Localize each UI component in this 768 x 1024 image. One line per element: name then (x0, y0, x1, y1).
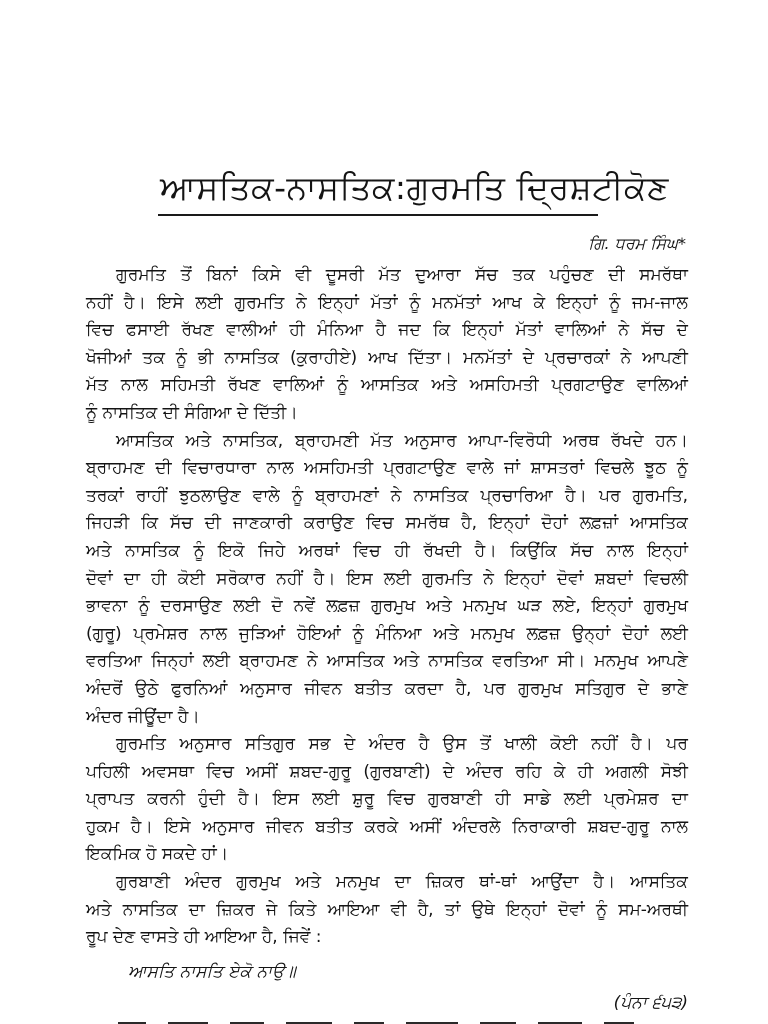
text-line: ਮੱਤ ਨਾਲ ਸਹਿਮਤੀ ਰੱਖਣ ਵਾਲਿਆਂ ਨੂੰ ਆਸਤਿਕ ਅਤੇ ਅਸਹਿਮਤੀ ਪ੍ਰਗਟਾਉਣ ਵਾਲਿਆਂ (86, 375, 688, 396)
text-line: ਬ੍ਰਾਹਮਣ ਦੀ ਵਿਚਾਰਧਾਰਾ ਨਾਲ ਅਸਹਿਮਤੀ ਪ੍ਰਗਟਾਉਣ ਵਾਲੇ ਜਾਂ ਸ਼ਾਸਤਰਾਂ ਵਿਚਲੇ ਝੂਠ ਨੂੰ (86, 458, 688, 479)
text-line: ਗੁਰਮਤਿ ਅਨੁਸਾਰ ਸਤਿਗੁਰ ਸਭ ਦੇ ਅੰਦਰ ਹੈ ਉਸ ਤੋਂ ਖਾਲੀ ਕੋਈ ਨਹੀਂ ਹੈ। ਪਰ (116, 734, 688, 755)
scripture-quote: ਆਸਤਿ ਨਾਸਤਿ ਏਕੋ ਨਾਉ॥ (128, 962, 296, 982)
text-line: ਦੋਵਾਂ ਦਾ ਹੀ ਕੋਈ ਸਰੋਕਾਰ ਨਹੀਂ ਹੈ। ਇਸ ਲਈ ਗੁਰਮਤਿ ਨੇ ਇਨ੍ਹਾਂ ਦੋਵਾਂ ਸ਼ਬਦਾਂ ਵਿਚਲੀ (86, 568, 688, 589)
text-line: ਅਤੇ ਨਾਸਤਿਕ ਦਾ ਜ਼ਿਕਰ ਜੇ ਕਿਤੇ ਆਇਆ ਵੀ ਹੈ, ਤਾਂ ਉਥੇ ਇਨ੍ਹਾਂ ਦੋਵਾਂ ਨੂੰ ਸਮ-ਅਰਥੀ (86, 899, 688, 920)
text-line: ਜਿਹੜੀ ਕਿ ਸੱਚ ਦੀ ਜਾਣਕਾਰੀ ਕਰਾਉਣ ਵਿਚ ਸਮਰੱਥ ਹੈ, ਇਨ੍ਹਾਂ ਦੋਹਾਂ ਲਫ਼ਜ਼ਾਂ ਆਸਤਿਕ (86, 513, 688, 534)
text-line: ਆਸਤਿਕ ਅਤੇ ਨਾਸਤਿਕ, ਬ੍ਰਾਹਮਣੀ ਮੱਤ ਅਨੁਸਾਰ ਆਪਾ-ਵਿਰੋਧੀ ਅਰਥ ਰੱਖਦੇ ਹਨ। (116, 430, 688, 451)
cut-off-text-line (118, 1016, 678, 1024)
text-line: ਵਿਚ ਫਸਾਈ ਰੱਖਣ ਵਾਲੀਆਂ ਹੀ ਮੰਨਿਆ ਹੈ ਜਦ ਕਿ ਇਨ੍ਹਾਂ ਮੱਤਾਂ ਵਾਲਿਆਂ ਨੇ ਸੱਚ ਦੇ (86, 320, 688, 341)
text-line: ਅੰਦਰੋਂ ਉਠੇ ਫੁਰਨਿਆਂ ਅਨੁਸਾਰ ਜੀਵਨ ਬਤੀਤ ਕਰਦਾ ਹੈ, ਪਰ ਗੁਰਮੁਖ ਸਤਿਗੁਰ ਦੇ ਭਾਣੇ (86, 678, 688, 699)
text-line: ਖੋਜੀਆਂ ਤਕ ਨੂੰ ਭੀ ਨਾਸਤਿਕ (ਕੁਰਾਹੀਏ) ਆਖ ਦਿੱਤਾ। ਮਨਮੱਤਾਂ ਦੇ ਪ੍ਰਚਾਰਕਾਂ ਨੇ ਆਪਣੀ (86, 347, 688, 368)
article-body (86, 262, 688, 952)
text-line: ਰੂਪ ਦੇਣ ਵਾਸਤੇ ਹੀ ਆਇਆ ਹੈ, ਜਿਵੇਂ : (86, 927, 322, 948)
text-line: ਗੁਰਮਤਿ ਤੋਂ ਬਿਨਾਂ ਕਿਸੇ ਵੀ ਦੂਸਰੀ ਮੱਤ ਦੁਆਰਾ ਸੱਚ ਤਕ ਪਹੁੰਚਣ ਦੀ ਸਮਰੱਥਾ (116, 265, 688, 285)
author-byline: ਗਿ. ਧਰਮ ਸਿੰਘ* (588, 234, 686, 253)
text-line: ਭਾਵਨਾ ਨੂੰ ਦਰਸਾਉਣ ਲਈ ਦੋ ਨਵੇਂ ਲਫ਼ਜ਼ ਗੁਰਮੁਖ ਅਤੇ ਮਨਮੁਖ ਘੜ ਲਏ, ਇਨ੍ਹਾਂ ਗੁਰਮੁਖ (86, 596, 688, 617)
text-line: ਅੰਦਰ ਜੀਊਂਦਾ ਹੈ। (86, 706, 200, 727)
text-line: ਹੁਕਮ ਹੈ। ਇਸੇ ਅਨੁਸਾਰ ਜੀਵਨ ਬਤੀਤ ਕਰਕੇ ਅਸੀਂ ਅੰਦਰਲੇ ਨਿਰਾਕਾਰੀ ਸ਼ਬਦ-ਗੁਰੂ ਨਾਲ (86, 816, 688, 837)
page-reference: (ਪੰਨਾ ੬੫੩) (613, 993, 688, 1013)
text-line: ਪਹਿਲੀ ਅਵਸਥਾ ਵਿਚ ਅਸੀਂ ਸ਼ਬਦ-ਗੁਰੂ (ਗੁਰਬਾਣੀ) ਦੇ ਅੰਦਰ ਰਹਿ ਕੇ ਹੀ ਅਗਲੀ ਸੋਝੀ (86, 761, 688, 782)
text-line: ਗੁਰਬਾਣੀ ਅੰਦਰ ਗੁਰਮੁਖ ਅਤੇ ਮਨਮੁਖ ਦਾ ਜ਼ਿਕਰ ਥਾਂ-ਥਾਂ ਆਉਂਦਾ ਹੈ। ਆਸਤਿਕ (116, 872, 688, 893)
text-line: ਨਹੀਂ ਹੈ। ਇਸੇ ਲਈ ਗੁਰਮਤਿ ਨੇ ਇਨ੍ਹਾਂ ਮੱਤਾਂ ਨੂੰ ਮਨਮੱਤਾਂ ਆਖ ਕੇ ਇਨ੍ਹਾਂ ਨੂੰ ਜਮ-ਜਾਲ (86, 292, 688, 313)
text-line: ਇਕਮਿਕ ਹੋ ਸਕਦੇ ਹਾਂ। (86, 844, 229, 865)
page-title: ਆਸਤਿਕ-ਨਾਸਤਿਕ:ਗੁਰਮਤਿ ਦ੍ਰਿਸ਼ਟੀਕੋਣ (160, 168, 669, 207)
title-underline (158, 214, 598, 216)
text-line: ਵਰਤਿਆ ਜਿਨ੍ਹਾਂ ਲਈ ਬ੍ਰਾਹਮਣ ਨੇ ਆਸਤਿਕ ਅਤੇ ਨਾਸਤਿਕ ਵਰਤਿਆ ਸੀ। ਮਨਮੁਖ ਆਪਣੇ (86, 651, 688, 672)
text-line: ਨੂੰ ਨਾਸਤਿਕ ਦੀ ਸੰਗਿਆ ਦੇ ਦਿੱਤੀ। (86, 402, 298, 423)
text-line: ਪ੍ਰਾਪਤ ਕਰਨੀ ਹੁੰਦੀ ਹੈ। ਇਸ ਲਈ ਸ਼ੁਰੂ ਵਿਚ ਗੁਰਬਾਣੀ ਹੀ ਸਾਡੇ ਲਈ ਪ੍ਰਮੇਸ਼ਰ ਦਾ (86, 789, 688, 810)
text-line: (ਗੁਰੂ) ਪ੍ਰਮੇਸ਼ਰ ਨਾਲ ਜੁੜਿਆਂ ਹੋਇਆਂ ਨੂੰ ਮੰਨਿਆ ਅਤੇ ਮਨਮੁਖ ਲਫ਼ਜ਼ ਉਨ੍ਹਾਂ ਦੋਹਾਂ ਲਈ (86, 623, 688, 644)
text-line: ਅਤੇ ਨਾਸਤਿਕ ਨੂੰ ਇਕੋ ਜਿਹੇ ਅਰਥਾਂ ਵਿਚ ਹੀ ਰੱਖਦੀ ਹੈ। ਕਿਉਂਕਿ ਸੱਚ ਨਾਲ ਇਨ੍ਹਾਂ (86, 540, 688, 561)
text-line: ਤਰਕਾਂ ਰਾਹੀਂ ਝੁਠਲਾਉਣ ਵਾਲੇ ਨੂੰ ਬ੍ਰਾਹਮਣਾਂ ਨੇ ਨਾਸਤਿਕ ਪ੍ਰਚਾਰਿਆ ਹੈ। ਪਰ ਗੁਰਮਤਿ, (86, 485, 688, 506)
